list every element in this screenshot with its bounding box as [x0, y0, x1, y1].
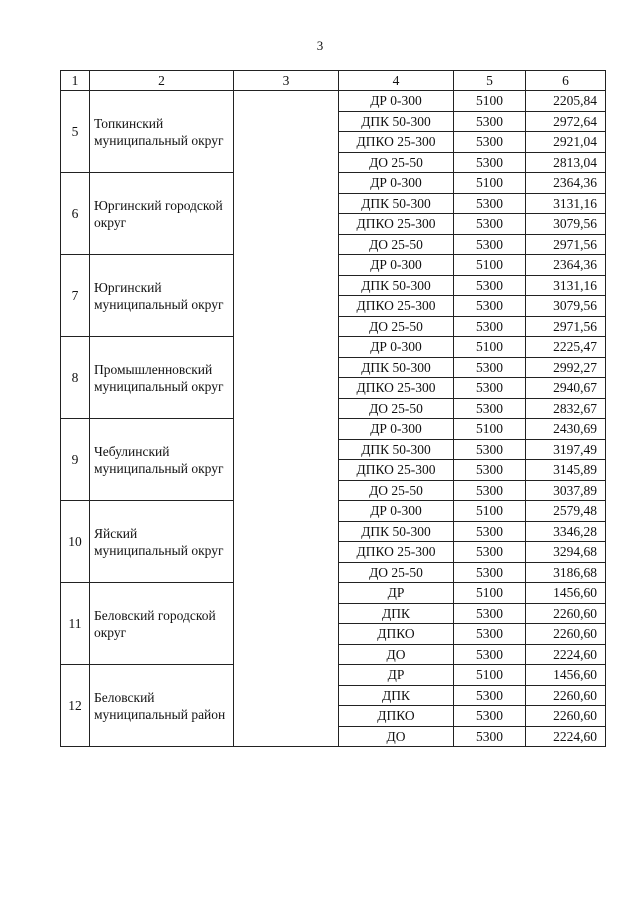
fuel-mark: ДО	[339, 726, 454, 747]
product-code: 5300	[454, 275, 526, 296]
fuel-mark: ДР	[339, 665, 454, 686]
price-value: 2992,27	[526, 357, 606, 378]
product-code: 5100	[454, 91, 526, 112]
fuel-mark: ДПК 50-300	[339, 111, 454, 132]
fuel-mark: ДПК	[339, 685, 454, 706]
fuel-mark: ДПК 50-300	[339, 275, 454, 296]
product-code: 5300	[454, 193, 526, 214]
price-value: 2832,67	[526, 398, 606, 419]
fuel-mark: ДПК	[339, 603, 454, 624]
district-number: 7	[61, 255, 90, 337]
fuel-mark: ДПКО 25-300	[339, 378, 454, 399]
price-value: 2260,60	[526, 706, 606, 727]
price-value: 1456,60	[526, 583, 606, 604]
product-code: 5300	[454, 398, 526, 419]
price-value: 2579,48	[526, 501, 606, 522]
fuel-mark: ДПКО 25-300	[339, 296, 454, 317]
fuel-mark: ДПКО 25-300	[339, 132, 454, 153]
product-code: 5300	[454, 562, 526, 583]
product-code: 5300	[454, 460, 526, 481]
district-number: 11	[61, 583, 90, 665]
product-code: 5300	[454, 521, 526, 542]
fuel-mark: ДР 0-300	[339, 419, 454, 440]
district-number: 10	[61, 501, 90, 583]
price-value: 3186,68	[526, 562, 606, 583]
price-value: 2364,36	[526, 255, 606, 276]
fuel-mark: ДР 0-300	[339, 501, 454, 522]
product-code: 5300	[454, 316, 526, 337]
fuel-mark: ДПКО 25-300	[339, 460, 454, 481]
price-value: 2224,60	[526, 644, 606, 665]
fuel-mark: ДР 0-300	[339, 337, 454, 358]
price-value: 2813,04	[526, 152, 606, 173]
price-value: 3131,16	[526, 193, 606, 214]
product-code: 5300	[454, 378, 526, 399]
product-code: 5300	[454, 439, 526, 460]
district-name: Юргинский муниципальный округ	[90, 255, 234, 337]
page-number: 3	[316, 38, 324, 53]
fuel-mark: ДО 25-50	[339, 316, 454, 337]
district-name: Промышленновский муниципальный округ	[90, 337, 234, 419]
product-code: 5300	[454, 214, 526, 235]
product-code: 5100	[454, 255, 526, 276]
fuel-mark: ДПК 50-300	[339, 439, 454, 460]
district-number: 12	[61, 665, 90, 747]
header-cell: 2	[90, 71, 234, 91]
price-value: 3197,49	[526, 439, 606, 460]
fuel-mark: ДО	[339, 644, 454, 665]
product-code: 5300	[454, 357, 526, 378]
fuel-mark: ДПКО 25-300	[339, 542, 454, 563]
fuel-mark: ДР 0-300	[339, 91, 454, 112]
district-number: 8	[61, 337, 90, 419]
district-name: Топкинский муниципальный округ	[90, 91, 234, 173]
header-cell: 6	[526, 71, 606, 91]
product-code: 5100	[454, 665, 526, 686]
fuel-mark: ДО 25-50	[339, 152, 454, 173]
district-name: Беловский городской округ	[90, 583, 234, 665]
price-value: 3145,89	[526, 460, 606, 481]
fuel-mark: ДПК 50-300	[339, 193, 454, 214]
price-value: 2205,84	[526, 91, 606, 112]
price-value: 2971,56	[526, 316, 606, 337]
price-value: 3079,56	[526, 296, 606, 317]
price-value: 2971,56	[526, 234, 606, 255]
product-code: 5300	[454, 603, 526, 624]
district-name: Беловский муниципальный район	[90, 665, 234, 747]
product-code: 5100	[454, 337, 526, 358]
price-value: 2430,69	[526, 419, 606, 440]
fuel-mark: ДР	[339, 583, 454, 604]
fuel-mark: ДПКО 25-300	[339, 214, 454, 235]
product-code: 5300	[454, 685, 526, 706]
fuel-mark: ДР 0-300	[339, 173, 454, 194]
product-code: 5300	[454, 111, 526, 132]
product-code: 5300	[454, 234, 526, 255]
table-body	[61, 91, 606, 747]
product-code: 5300	[454, 152, 526, 173]
fuel-mark: ДПК 50-300	[339, 521, 454, 542]
product-code: 5300	[454, 706, 526, 727]
price-value: 3131,16	[526, 275, 606, 296]
price-value: 2940,67	[526, 378, 606, 399]
tariff-table	[60, 70, 606, 747]
header-cell: 1	[61, 71, 90, 91]
price-value: 2921,04	[526, 132, 606, 153]
product-code: 5300	[454, 132, 526, 153]
product-code: 5300	[454, 644, 526, 665]
product-code: 5300	[454, 726, 526, 747]
table-row	[61, 91, 606, 112]
fuel-mark: ДО 25-50	[339, 234, 454, 255]
district-name: Чебулинский муниципальный округ	[90, 419, 234, 501]
district-number: 5	[61, 91, 90, 173]
fuel-mark: ДПК 50-300	[339, 357, 454, 378]
district-name: Яйский муниципальный округ	[90, 501, 234, 583]
price-value: 2364,36	[526, 173, 606, 194]
price-value: 2972,64	[526, 111, 606, 132]
product-code: 5300	[454, 296, 526, 317]
header-cell: 5	[454, 71, 526, 91]
product-code: 5300	[454, 542, 526, 563]
product-code: 5100	[454, 173, 526, 194]
price-value: 2260,60	[526, 603, 606, 624]
district-name: Юргинский городской округ	[90, 173, 234, 255]
price-value: 2225,47	[526, 337, 606, 358]
price-value: 1456,60	[526, 665, 606, 686]
district-number: 9	[61, 419, 90, 501]
table-header-row	[61, 71, 606, 91]
fuel-mark: ДР 0-300	[339, 255, 454, 276]
price-value: 2260,60	[526, 685, 606, 706]
product-code: 5300	[454, 624, 526, 645]
fuel-mark: ДО 25-50	[339, 398, 454, 419]
price-value: 2260,60	[526, 624, 606, 645]
price-value: 3037,89	[526, 480, 606, 501]
product-code: 5100	[454, 501, 526, 522]
fuel-mark: ДПКО	[339, 706, 454, 727]
price-value: 2224,60	[526, 726, 606, 747]
price-value: 3346,28	[526, 521, 606, 542]
price-value: 3294,68	[526, 542, 606, 563]
fuel-mark: ДО 25-50	[339, 480, 454, 501]
product-code: 5100	[454, 419, 526, 440]
product-code: 5100	[454, 583, 526, 604]
product-code: 5300	[454, 480, 526, 501]
fuel-mark: ДО 25-50	[339, 562, 454, 583]
district-number: 6	[61, 173, 90, 255]
column-3-cell	[234, 91, 339, 747]
fuel-mark: ДПКО	[339, 624, 454, 645]
price-value: 3079,56	[526, 214, 606, 235]
header-cell: 3	[234, 71, 339, 91]
header-cell: 4	[339, 71, 454, 91]
